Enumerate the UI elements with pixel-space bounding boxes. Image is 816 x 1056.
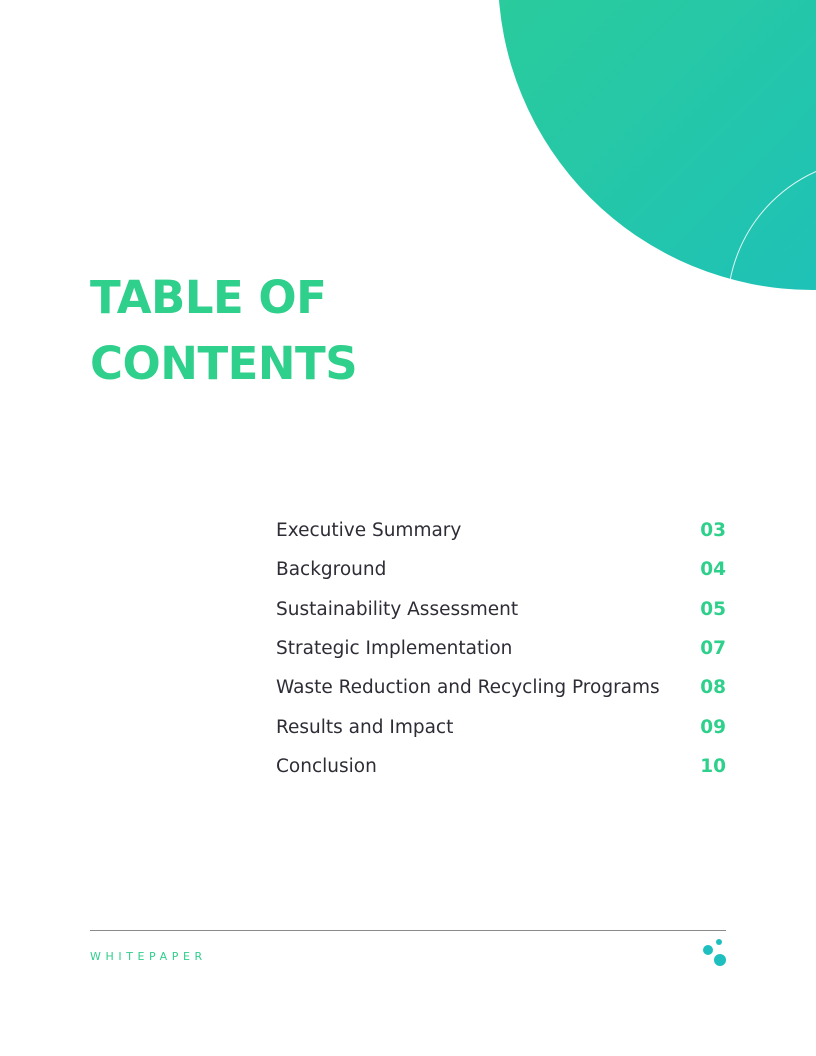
toc-entry-executive-summary[interactable]: [276, 511, 726, 550]
toc-entry-label: Background: [276, 559, 387, 581]
toc-entry-label: Executive Summary: [276, 520, 462, 542]
toc-entry-label: Waste Reduction and Recycling Programs: [276, 677, 660, 699]
logo-dot-small: [716, 939, 722, 945]
logo-dot-medium: [703, 945, 713, 955]
toc-entry-page-number: 05: [700, 598, 726, 620]
page-title-line-2: CONTENTS: [90, 337, 358, 390]
table-of-contents: [276, 511, 726, 786]
toc-entry-page-number: 07: [700, 638, 726, 660]
toc-entry-results-and-impact[interactable]: [276, 707, 726, 746]
logo-dot-large: [714, 954, 726, 966]
footer-label: WHITEPAPER: [90, 950, 207, 963]
page-title: [90, 265, 357, 397]
toc-entry-label: Conclusion: [276, 755, 377, 777]
toc-entry-page-number: 10: [700, 755, 726, 777]
toc-entry-conclusion[interactable]: [276, 747, 726, 786]
toc-entry-page-number: 09: [700, 716, 726, 738]
toc-entry-label: Sustainability Assessment: [276, 598, 519, 620]
toc-entry-label: Strategic Implementation: [276, 638, 513, 660]
toc-entry-background[interactable]: [276, 550, 726, 589]
toc-entry-strategic-implementation[interactable]: [276, 629, 726, 668]
toc-entry-sustainability-assessment[interactable]: [276, 590, 726, 629]
three-dots-logo-icon: [700, 936, 730, 968]
page-title-line-1: TABLE OF: [90, 271, 327, 324]
toc-entry-page-number: 03: [700, 520, 726, 542]
toc-entry-waste-reduction[interactable]: [276, 668, 726, 707]
toc-entry-page-number: 08: [700, 677, 726, 699]
toc-entry-label: Results and Impact: [276, 716, 454, 738]
footer-divider: [90, 930, 726, 931]
toc-entry-page-number: 04: [700, 559, 726, 581]
